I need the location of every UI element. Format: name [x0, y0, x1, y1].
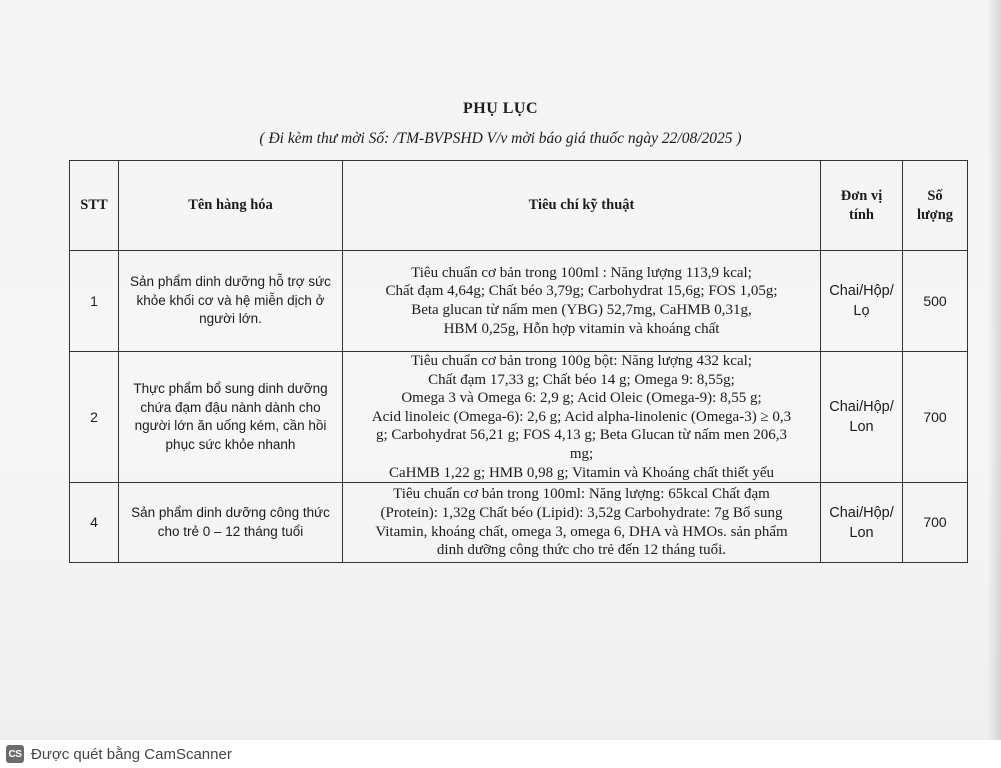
unit-line2: Lon — [849, 419, 874, 436]
spec-line: Beta glucan từ nấm men (YBG) 52,7mg, CaHMB 0,31g, — [411, 302, 752, 318]
document-subtitle: ( Đi kèm thư mời Số: /TM-BVPSHD V/v mời báo giá thuốc ngày 22/08/2025 ) — [259, 130, 742, 147]
spec-line: Tiêu chuẩn cơ bản trong 100ml : Năng lượng 113,9 kcal; — [411, 264, 752, 281]
row-unit — [821, 483, 903, 563]
spec-line: mg; — [569, 445, 594, 462]
spec-line: Omega 3 và Omega 6: 2,9 g; Acid Oleic (Omega-9): 8,55 g; — [401, 390, 762, 407]
table-header-row — [70, 161, 968, 251]
spec-line: dinh dưỡng công thức cho trẻ đến 12 tháng tuổi. — [436, 542, 727, 559]
spec-line: Tiêu chuẩn cơ bản trong 100g bột: Năng lượng 432 kcal; — [411, 353, 752, 369]
row-quantity: 700 — [903, 352, 968, 483]
scanner-watermark-bar — [0, 740, 1001, 768]
spec-line: Acid linoleic (Omega-6): 2,6 g; Acid alpha-linolenic (Omega-3) ≥ 0,3 — [371, 408, 792, 425]
spec-line: (Protein): 1,32g Chất béo (Lipid): 3,52g Carbohydrate: 7g Bổ sung — [380, 505, 783, 522]
row-unit — [821, 251, 903, 352]
unit-line2: Lon — [849, 524, 874, 541]
row-spec — [343, 352, 821, 483]
header-name: Tên hàng hóa — [119, 161, 343, 251]
row-product-name: Thực phẩm bổ sung dinh dưỡng chứa đạm đậu nành dành cho người lớn ăn uống kém, cần hồi phục sức khỏe nhanh — [119, 352, 343, 483]
header-unit-line2: tính — [849, 206, 874, 223]
spec-line: CaHMB 1,22 g; HMB 0,98 g; Vitamin và Khoáng chất thiết yếu — [388, 464, 775, 481]
row-spec — [343, 483, 821, 563]
spec-line: g; Carbohydrat 56,21 g; FOS 4,13 g; Beta Glucan từ nấm men 206,3 — [376, 427, 787, 444]
row-stt: 1 — [70, 251, 119, 352]
table-row — [70, 483, 968, 563]
unit-line1: Chai/Hộp/ — [829, 283, 894, 299]
row-stt: 2 — [70, 352, 119, 483]
spec-line: Chất đạm 4,64g; Chất béo 3,79g; Carbohydrat 15,6g; FOS 1,05g; — [385, 283, 778, 300]
header-qty-line2: lượng — [916, 206, 954, 223]
table-row — [70, 251, 968, 352]
header-unit-line1: Đơn vị — [840, 188, 883, 204]
unit-line1: Chai/Hộp/ — [829, 399, 894, 416]
spec-line: HBM 0,25g, Hỗn hợp vitamin và khoáng chất — [443, 320, 720, 337]
scanner-watermark-text: Được quét bằng CamScanner — [31, 745, 232, 763]
table-row — [70, 352, 968, 483]
spec-line: Tiêu chuẩn cơ bản trong 100ml: Năng lượng: 65kcal Chất đạm — [393, 486, 770, 503]
row-unit — [821, 352, 903, 483]
row-quantity: 500 — [903, 251, 968, 352]
document-title: PHỤ LỤC — [462, 100, 539, 117]
header-stt: STT — [70, 161, 119, 251]
row-spec — [343, 251, 821, 352]
appendix-table — [69, 160, 968, 563]
camscanner-logo-icon: CS — [6, 745, 24, 763]
unit-line2: Lọ — [853, 303, 870, 319]
row-quantity: 700 — [903, 483, 968, 563]
spec-line: Vitamin, khoáng chất, omega 3, omega 6, DHA và HMOs. sản phẩm — [375, 523, 788, 540]
unit-line1: Chai/Hộp/ — [829, 504, 894, 521]
row-stt: 4 — [70, 483, 119, 563]
header-qty-line1: Số — [927, 188, 943, 204]
header-unit — [821, 161, 903, 251]
header-qty — [903, 161, 968, 251]
spec-line: Chất đạm 17,33 g; Chất béo 14 g; Omega 9: 8,55g; — [428, 371, 735, 388]
row-product-name: Sản phẩm dinh dưỡng công thức cho trẻ 0 – 12 tháng tuổi — [119, 483, 343, 563]
header-spec: Tiêu chí kỹ thuật — [343, 161, 821, 251]
row-product-name: Sản phẩm dinh dưỡng hỗ trợ sức khỏe khối cơ và hệ miễn dịch ở người lớn. — [119, 251, 343, 352]
